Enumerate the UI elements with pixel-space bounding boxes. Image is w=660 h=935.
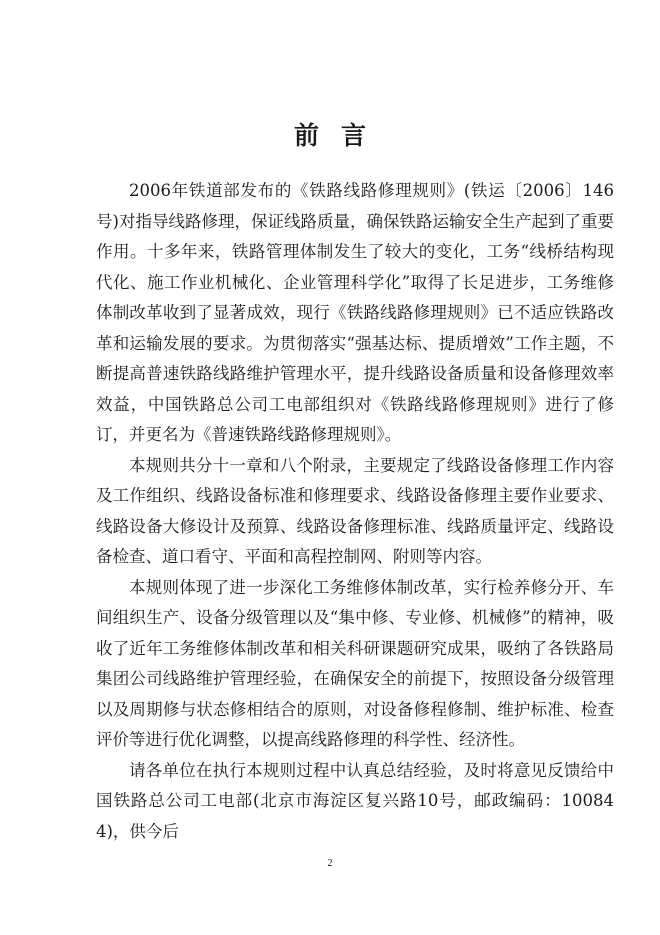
paragraph-4: 请各单位在执行本规则过程中认真总结经验，及时将意见反馈给中国铁路总公司工电部(北京市海淀区复兴路10号，邮政编码：100844)，供今后 xyxy=(96,760,614,841)
paragraph-2: 本规则共分十一章和八个附录，主要规定了线路设备修理工作内容及工作组织、线路设备标准和修理要求、线路设备修理主要作业要求、线路设备大修设计及预算、线路设备修理标准、线路质量评定、线路设备检查、道口看守、平面和高程控制网、附则等内容。 xyxy=(96,455,614,566)
paragraph-1: 2006年铁道部发布的《铁路线路修理规则》(铁运〔2006〕146号)对指导线路修理，保证线路质量，确保铁路运输安全生产起到了重要作用。十多年来，铁路管理体制发生了较大的变化，工务“线桥结构现代化、施工作业机械化、企业管理科学化”取得了长足进步，工务维修体制改革收到了显著成效，现行《铁路线路修理规则》已不适应铁路改革和运输发展的要求。为贯彻落实“强基达标、提质增效”工作主题，不断提高普速铁路线路维护管理水平，提升线路设备质量和设备修理效率效益，中国铁路总公司工电部组织对《铁路线路修理规则》进行了修订，并更名为《普速铁路线路修理规则》。 xyxy=(96,181,614,444)
page-title: 前言 xyxy=(293,121,388,150)
paragraph-3: 本规则体现了进一步深化工务维修体制改革，实行检养修分开、车间组织生产、设备分级管理以及“集中修、专业修、机械修”的精神，吸收了近年工务维修体制改革和相关科研课题研究成果，吸纳了各铁路局集团公司线路维护管理经验，在确保安全的前提下，按照设备分级管理以及周期修与状态修相结合的原则，对设备修程修制、维护标准、检查评价等进行优化调整，以提高线路修理的科学性、经济性。 xyxy=(96,577,614,749)
page-number: 2 xyxy=(327,858,333,869)
preface-body xyxy=(96,176,614,847)
